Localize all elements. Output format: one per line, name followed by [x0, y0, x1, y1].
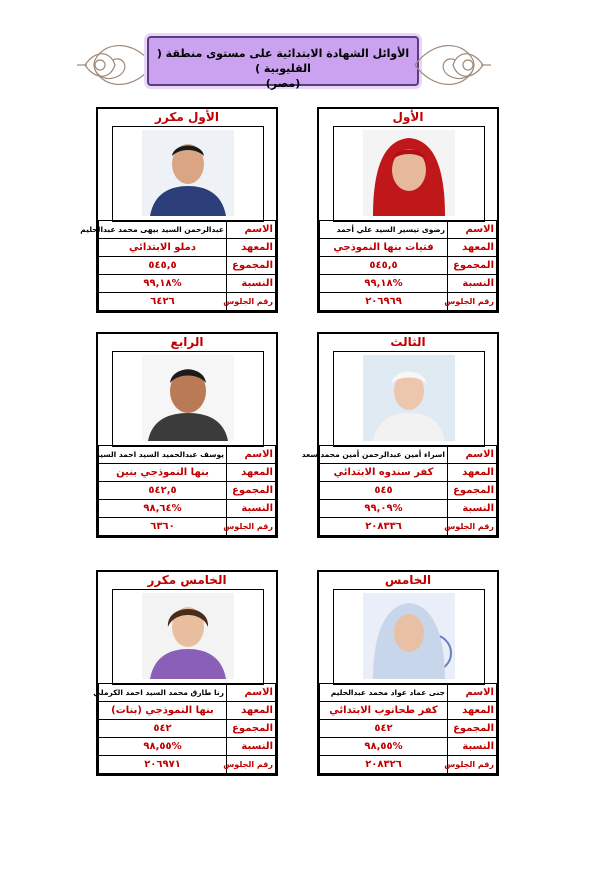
info-table	[319, 683, 497, 774]
label-percent: النسبة	[448, 275, 497, 293]
label-percent: النسبة	[227, 275, 276, 293]
total: ٥٤٥,٥	[320, 257, 448, 275]
label-name: الاسم	[448, 446, 497, 464]
student-card-6	[93, 570, 278, 776]
label-total: المجموع	[227, 257, 276, 275]
label-total: المجموع	[227, 720, 276, 738]
total: ٥٤٥	[320, 482, 448, 500]
institute: بنها النموذجي بنين	[99, 464, 227, 482]
label-seat: رقم الجلوس	[227, 756, 276, 774]
label-seat: رقم الجلوس	[448, 756, 497, 774]
institute: كفر طحانوب الابتدائي	[320, 702, 448, 720]
rank-title: الأول	[392, 110, 424, 124]
student-photo	[363, 355, 455, 441]
percent: %٩٩,٠٩	[320, 500, 448, 518]
label-seat: رقم الجلوس	[227, 293, 276, 311]
institute: فتيات بنها النموذجي	[320, 239, 448, 257]
label-percent: النسبة	[448, 738, 497, 756]
student-photo	[142, 593, 234, 679]
student-card-3	[301, 332, 499, 538]
header-subtitle: (مصر)	[265, 77, 301, 90]
rank-title: الثالث	[390, 335, 426, 349]
info-table	[319, 220, 497, 311]
label-name: الاسم	[448, 221, 497, 239]
label-name: الاسم	[227, 684, 276, 702]
rank-title: الخامس مكرر	[147, 573, 227, 587]
label-total: المجموع	[448, 720, 497, 738]
seat-number: ٢٠٨٣٣٦	[320, 518, 448, 536]
total: ٥٤٥,٥	[99, 257, 227, 275]
photo-frame	[333, 351, 485, 447]
info-table	[80, 220, 276, 311]
student-name: رضوى تيسير السيد علي أحمد	[320, 221, 448, 239]
label-institute: المعهد	[448, 239, 497, 257]
student-card-1	[317, 107, 499, 313]
total: ٥٤٢,٥	[99, 482, 227, 500]
label-name: الاسم	[227, 446, 276, 464]
label-seat: رقم الجلوس	[448, 518, 497, 536]
ornament-left-icon	[75, 30, 155, 100]
percent: %٩٩,١٨	[320, 275, 448, 293]
label-seat: رقم الجلوس	[448, 293, 497, 311]
info-table	[93, 683, 276, 774]
photo-frame	[333, 126, 485, 222]
institute: كفر سندوه الابتدائي	[320, 464, 448, 482]
ornament-right-icon	[413, 30, 493, 100]
label-institute: المعهد	[227, 464, 276, 482]
percent: %٩٩,١٨	[99, 275, 227, 293]
label-institute: المعهد	[227, 239, 276, 257]
student-photo	[363, 593, 455, 679]
student-name: جنى عماد عواد محمد عبدالحليم	[320, 684, 448, 702]
label-institute: المعهد	[448, 702, 497, 720]
header-title: الأوائل الشهادة الابتدائية على مستوى منطقة ( القليوبية )	[156, 47, 410, 75]
seat-number: ٦٣٦٠	[99, 518, 227, 536]
total: ٥٤٢	[320, 720, 448, 738]
rank-title: الرابع	[170, 335, 204, 349]
title-plaque	[147, 36, 419, 90]
label-name: الاسم	[448, 684, 497, 702]
student-name: يوسف عبدالحميد السيد احمد السيد	[99, 446, 227, 464]
percent: %٩٨,٥٥	[99, 738, 227, 756]
info-table	[95, 445, 276, 536]
photo-frame	[112, 589, 264, 685]
photo-frame	[112, 126, 264, 222]
student-card-2	[80, 107, 278, 313]
label-percent: النسبة	[227, 500, 276, 518]
photo-frame	[112, 351, 264, 447]
seat-number: ٢٠٦٩٧١	[99, 756, 227, 774]
rank-title: الأول مكرر	[155, 110, 219, 124]
header-banner	[75, 30, 493, 100]
student-card-5	[317, 570, 499, 776]
seat-number: ٢٠٨٣٢٦	[320, 756, 448, 774]
info-table	[301, 445, 497, 536]
student-photo	[363, 130, 455, 216]
label-percent: النسبة	[227, 738, 276, 756]
seat-number: ٦٤٢٦	[99, 293, 227, 311]
percent: %٩٨,٦٤	[99, 500, 227, 518]
student-name: رنا طارق محمد السيد احمد الكرملي	[99, 684, 227, 702]
student-name: عبدالرحمن السيد بيهى محمد عبدالحليم	[99, 221, 227, 239]
photo-frame	[333, 589, 485, 685]
rank-title: الخامس	[384, 573, 432, 587]
percent: %٩٨,٥٥	[320, 738, 448, 756]
label-total: المجموع	[448, 482, 497, 500]
seat-number: ٢٠٦٩٦٩	[320, 293, 448, 311]
label-total: المجموع	[227, 482, 276, 500]
label-percent: النسبة	[448, 500, 497, 518]
total: ٥٤٢	[99, 720, 227, 738]
label-seat: رقم الجلوس	[227, 518, 276, 536]
institute: بنها النموذجي (بنات)	[99, 702, 227, 720]
label-institute: المعهد	[227, 702, 276, 720]
student-photo	[142, 130, 234, 216]
label-total: المجموع	[448, 257, 497, 275]
student-name: اسراء أمين عبدالرحمن أمين محمد سعد	[320, 446, 448, 464]
student-photo	[142, 355, 234, 441]
label-name: الاسم	[227, 221, 276, 239]
student-card-4	[96, 332, 278, 538]
label-institute: المعهد	[448, 464, 497, 482]
institute: دملو الابتدائي	[99, 239, 227, 257]
